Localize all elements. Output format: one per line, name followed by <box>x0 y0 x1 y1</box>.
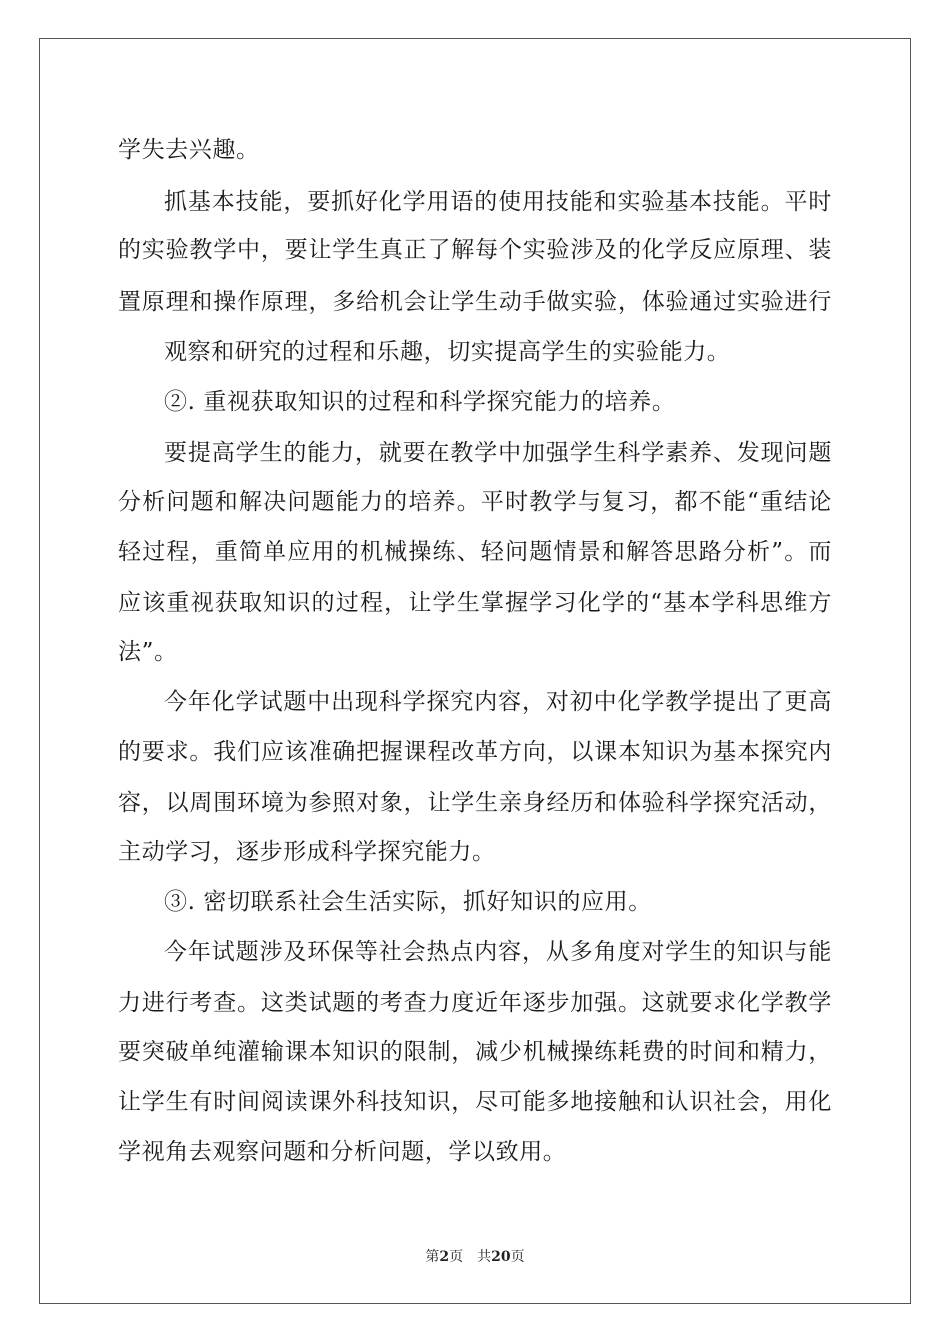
total-pages: 20 <box>491 1249 511 1265</box>
text-line: 主动学习，逐步形成科学探究能力。 <box>118 839 496 865</box>
paragraph-first-line: 观察和研究的过程和乐趣，切实提高学生的实验能力。 <box>164 339 731 365</box>
text-line: 的实验教学中，要让学生真正了解每个实验涉及的化学反应原理、装 <box>118 237 832 263</box>
section-heading: ③. 密切联系社会生活实际，抓好知识的应用。 <box>164 889 652 915</box>
text-line: 应该重视获取知识的过程，让学生掌握学习化学的“基本学科思维方 <box>118 590 832 616</box>
text-line: 力进行考查。这类试题的考查力度近年逐步加强。这就要求化学教学 <box>118 990 832 1016</box>
page-unit: 页 <box>449 1249 464 1265</box>
total-prefix: 共 <box>477 1249 492 1265</box>
page-number: 2 <box>439 1249 450 1265</box>
text-line: 法”。 <box>118 639 178 665</box>
text-line: 分析问题和解决问题能力的培养。平时教学与复习，都不能“重结论 <box>118 489 832 515</box>
text-line: 要突破单纯灌输课本知识的限制，减少机械操练耗费的时间和精力， <box>118 1039 832 1065</box>
text-line: 学视角去观察问题和分析问题，学以致用。 <box>118 1139 567 1165</box>
paragraph-first-line: 今年试题涉及环保等社会热点内容，从多角度对学生的知识与能 <box>164 939 832 965</box>
text-line: 置原理和操作原理，多给机会让学生动手做实验，体验通过实验进行 <box>118 289 832 315</box>
text-line: 容，以周围环境为参照对象，让学生亲身经历和体验科学探究活动， <box>118 790 832 816</box>
text-line: 轻过程，重简单应用的机械操练、轻问题情景和解答思路分析”。而 <box>118 539 832 565</box>
page-footer <box>0 1248 950 1266</box>
total-unit: 页 <box>510 1249 525 1265</box>
paragraph-first-line: 要提高学生的能力，就要在教学中加强学生科学素养、发现问题 <box>164 440 832 466</box>
section-heading: ②. 重视获取知识的过程和科学探究能力的培养。 <box>164 389 676 415</box>
text-line: 让学生有时间阅读课外科技知识，尽可能多地接触和认识社会，用化 <box>118 1089 832 1115</box>
paragraph-first-line: 今年化学试题中出现科学探究内容，对初中化学教学提出了更高 <box>164 689 832 715</box>
paragraph-first-line: 抓基本技能，要抓好化学用语的使用技能和实验基本技能。平时 <box>164 189 832 215</box>
text-line: 的要求。我们应该准确把握课程改革方向，以课本知识为基本探究内 <box>118 739 832 765</box>
text-line: 学失去兴趣。 <box>118 137 260 163</box>
page-prefix: 第 <box>425 1249 440 1265</box>
